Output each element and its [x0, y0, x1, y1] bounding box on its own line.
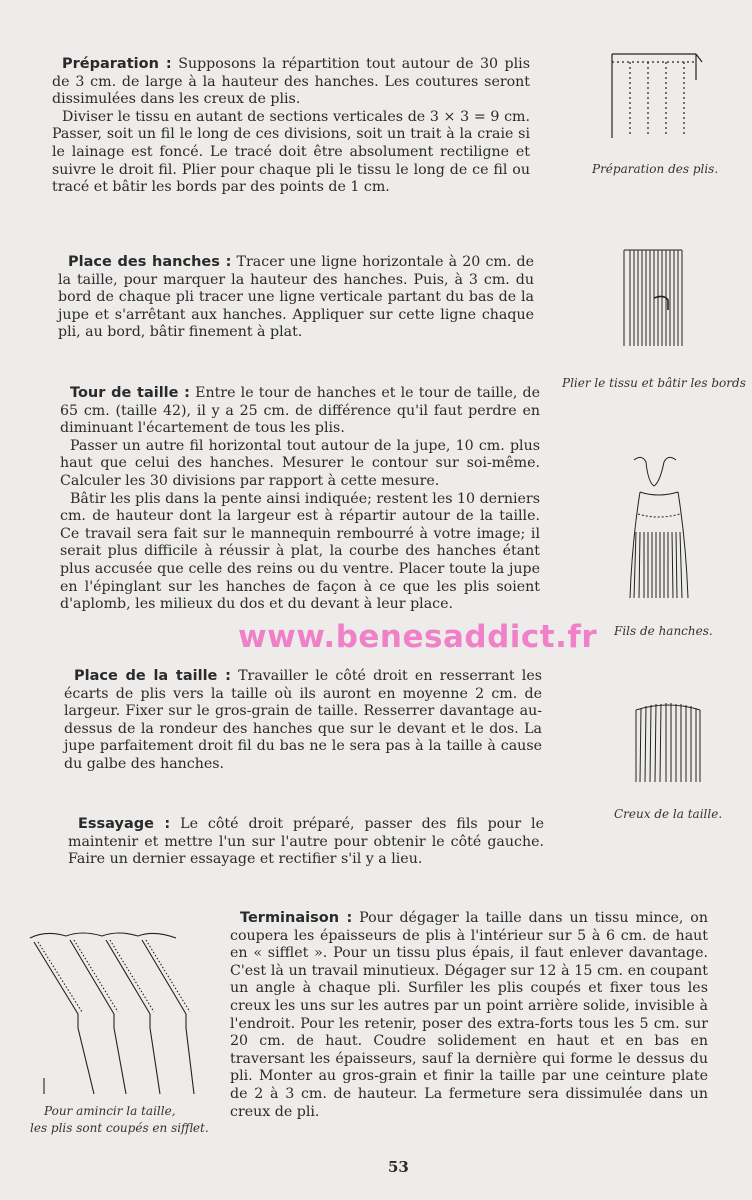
section-tour-de-taille [60, 385, 540, 614]
section-text: Tracer une ligne horizontale à 20 cm. de la taille, pour marquer la hauteur des hanches. Puis, à 3 cm. du bord de chaque pli tracer une ligne verticale partant du bas de la jupe et s'arrêtant aux hanches. Appliquer sur cette ligne chaque pli, au bord, bâtir finement à plat. [58, 254, 535, 341]
caption-creux-de-la-taille: Creux de la taille. [614, 807, 723, 821]
section-text: Diviser le tissu en autant de sections verticales de 3 × 3 = 9 cm. Passer, soit un fil le long de ces divisions, soit un trait à la craie si le lainage est foncé. Le tracé doit être absolument rectiligne et suivre le droit fil. Plier pour chaque pli le tissu le long de ce fil ou tracé et bâtir les bords par des points de 1 cm. [52, 108, 530, 196]
caption-preparation-des-plis: Préparation des plis. [592, 162, 719, 176]
section-text: Le côté droit préparé, passer des fils pour le maintenir et mettre l'un sur l'autre pour obtenir le côté gauche. Faire un dernier essayage et rectifier s'il y a lieu. [68, 816, 544, 868]
page-number: 53 [388, 1158, 409, 1176]
section-terminaison [230, 910, 708, 1121]
section-heading: Place de la taille : [74, 668, 231, 684]
section-heading: Place des hanches : [68, 254, 232, 270]
section-text: Supposons la répartition tout autour de 30 plis de 3 cm. de large à la hauteur des hanches. Les coutures seront dissimulées dans les creux de plis. [52, 56, 530, 108]
caption-plis-coupes-line2: les plis sont coupés en sifflet. [30, 1121, 209, 1135]
watermark-url: www.benesaddict.fr [238, 619, 598, 655]
section-text: Travailler le côté droit en resserrant les écarts de plis vers la taille où ils auront en moyenne 2 cm. de largeur. Fixer sur le gros-grain de taille. Resserrer davantage au-dessus de la rondeur des hanches que sur le devant et le dos. La jupe parfaitement droit fil du bas ne le sera pas à la taille à cause du galbe des hanches. [64, 668, 543, 772]
caption-plis-coupes-line1: Pour amincir la taille, [44, 1104, 176, 1118]
section-heading: Tour de taille : [70, 385, 190, 401]
section-heading: Essayage : [78, 816, 171, 832]
figure-fils-de-hanches [624, 452, 694, 600]
section-preparation [52, 56, 530, 197]
figure-plis-coupes-en-sifflet [26, 928, 210, 1098]
section-heading: Préparation : [62, 56, 172, 72]
section-text: Bâtir les plis dans la pente ainsi indiquée; restent les 10 derniers cm. de hauteur dont la largeur est à répartir autour de la taille. Ce travail sera fait sur le mannequin rembourré à votre image; il serait plus difficile à réussir à plat, la courbe des hanches étant plus accusée que celle des reins ou du ventre. Placer toute la jupe en l'épinglant sur les hanches de façon à ce que les plis soient d'aplomb, les milieux du dos et du devant à leur place. [60, 490, 540, 613]
figure-creux-de-la-taille [632, 700, 704, 784]
section-place-des-hanches [58, 254, 534, 342]
section-text: Entre le tour de hanches et le tour de taille, de 65 cm. (taille 42), il y a 25 cm. de différence qu'il faut perdre en diminuant l'écartement de tous les plis. [60, 385, 540, 437]
section-text: Pour dégager la taille dans un tissu mince, on coupera les épaisseurs de plis à l'intérieur sur 5 à 6 cm. de haut en « sifflet ». Pour un tissu plus épais, il faut enlever davantage. C'est là un travail minutieux. Dégager sur 12 à 15 cm. en coupant un angle à chaque pli. Surfiler les plis coupés et fixer tous les creux les uns sur les autres par un point arrière solide, invisible à l'endroit. Pour les retenir, poser des extra-forts tous les 5 cm. sur 20 cm. de haut. Coudre solidement en haut et en bas en traversant les épaisseurs, sauf la dernière qui forme le dessus du pli. Monter au gros-grain et finir la taille par une ceinture plate de 2 à 3 cm. de hauteur. La fermeture sera dissimulée dans un creux de pli. [230, 910, 708, 1120]
figure-plier-le-tissu [620, 248, 686, 348]
section-heading: Terminaison : [240, 910, 353, 926]
figure-preparation-des-plis [604, 50, 704, 142]
section-essayage [68, 816, 544, 869]
section-place-de-la-taille [64, 668, 542, 774]
section-text: Passer un autre fil horizontal tout autour de la jupe, 10 cm. plus haut que celui des hanches. Mesurer le contour sur soi-même. Calculer les 30 divisions par rapport à cette mesure. [60, 437, 540, 489]
caption-plier-le-tissu: Plier le tissu et bâtir les bords [562, 376, 746, 390]
caption-fils-de-hanches: Fils de hanches. [614, 624, 713, 638]
